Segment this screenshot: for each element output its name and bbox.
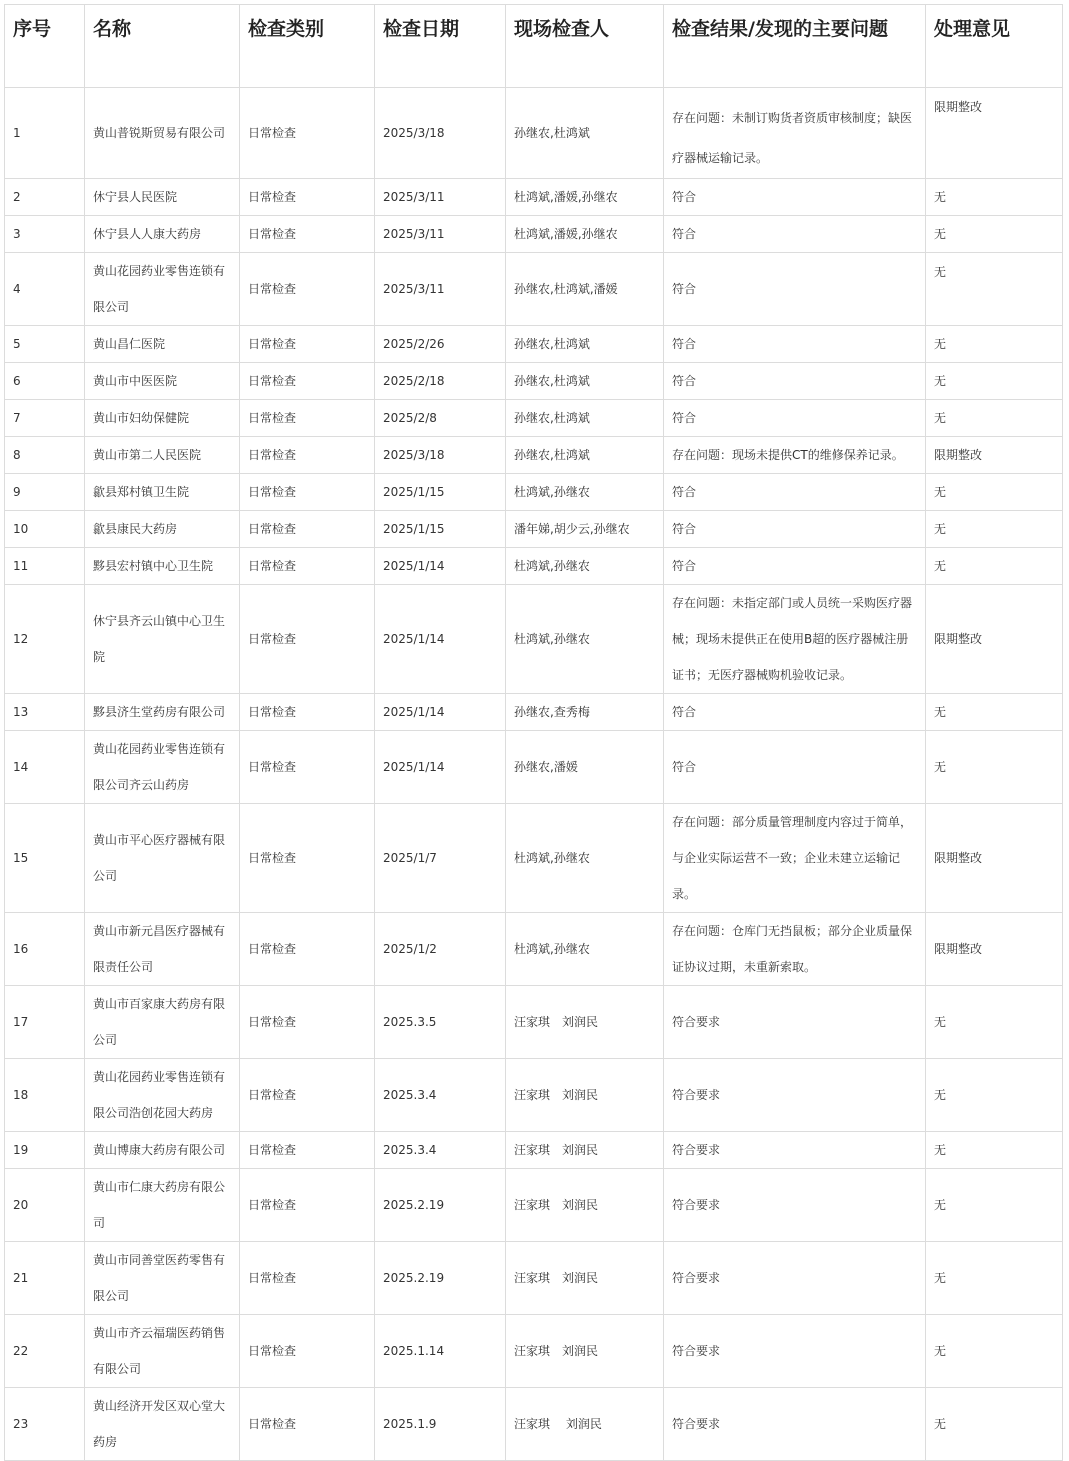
cell-result: 符合要求: [664, 1169, 926, 1242]
cell-name: 休宁县人民医院: [85, 179, 240, 216]
table-row: [5, 400, 1063, 437]
cell-name: 休宁县人人康大药房: [85, 216, 240, 253]
cell-date: 2025.1.9: [375, 1388, 506, 1461]
table-row: [5, 548, 1063, 585]
cell-type: 日常检查: [240, 1242, 375, 1315]
cell-type: 日常检查: [240, 326, 375, 363]
cell-name: 黟县济生堂药房有限公司: [85, 694, 240, 731]
cell-inspectors: 杜鸿斌,孙继农: [506, 548, 664, 585]
cell-name: 黄山市第二人民医院: [85, 437, 240, 474]
table-row: [5, 1242, 1063, 1315]
table-row: [5, 511, 1063, 548]
header-type: 检查类别: [240, 5, 375, 88]
cell-result: 存在问题：现场未提供CT的维修保养记录。: [664, 437, 926, 474]
cell-result: 符合要求: [664, 1132, 926, 1169]
cell-inspectors: 杜鸿斌,潘媛,孙继农: [506, 216, 664, 253]
cell-inspectors: 汪家琪 刘润民: [506, 1388, 664, 1461]
cell-opinion: 无: [926, 731, 1063, 804]
cell-type: 日常检查: [240, 913, 375, 986]
cell-inspectors: 汪家琪 刘润民: [506, 1059, 664, 1132]
table-row: [5, 253, 1063, 326]
cell-opinion: 限期整改: [926, 437, 1063, 474]
cell-type: 日常检查: [240, 1388, 375, 1461]
cell-inspectors: 杜鸿斌,孙继农: [506, 804, 664, 913]
cell-name: 黄山市百家康大药房有限公司: [85, 986, 240, 1059]
cell-opinion: 无: [926, 1315, 1063, 1388]
cell-opinion: 无: [926, 1132, 1063, 1169]
table-row: [5, 1388, 1063, 1461]
cell-result: 存在问题：仓库门无挡鼠板；部分企业质量保证协议过期，未重新索取。: [664, 913, 926, 986]
header-result: 检查结果/发现的主要问题: [664, 5, 926, 88]
cell-opinion: 无: [926, 1242, 1063, 1315]
cell-result: 符合要求: [664, 1242, 926, 1315]
cell-name: 黄山市仁康大药房有限公司: [85, 1169, 240, 1242]
table-row: [5, 1315, 1063, 1388]
cell-seq: 19: [5, 1132, 85, 1169]
cell-opinion: 限期整改: [926, 585, 1063, 694]
cell-seq: 6: [5, 363, 85, 400]
cell-date: 2025/3/18: [375, 88, 506, 179]
cell-type: 日常检查: [240, 363, 375, 400]
cell-inspectors: 杜鸿斌,潘媛,孙继农: [506, 179, 664, 216]
cell-inspectors: 汪家琪 刘润民: [506, 1169, 664, 1242]
cell-seq: 17: [5, 986, 85, 1059]
cell-type: 日常检查: [240, 1132, 375, 1169]
cell-seq: 14: [5, 731, 85, 804]
table-row: [5, 986, 1063, 1059]
cell-seq: 18: [5, 1059, 85, 1132]
cell-seq: 5: [5, 326, 85, 363]
cell-opinion: 无: [926, 1388, 1063, 1461]
cell-result: 符合: [664, 694, 926, 731]
cell-name: 黄山昌仁医院: [85, 326, 240, 363]
cell-date: 2025/2/26: [375, 326, 506, 363]
cell-result: 符合: [664, 326, 926, 363]
cell-seq: 3: [5, 216, 85, 253]
cell-date: 2025.3.4: [375, 1132, 506, 1169]
cell-opinion: 无: [926, 253, 1063, 326]
cell-seq: 20: [5, 1169, 85, 1242]
table-body: [5, 88, 1063, 1461]
cell-type: 日常检查: [240, 400, 375, 437]
cell-seq: 16: [5, 913, 85, 986]
cell-type: 日常检查: [240, 1315, 375, 1388]
cell-seq: 21: [5, 1242, 85, 1315]
cell-name: 黄山市新元昌医疗器械有限责任公司: [85, 913, 240, 986]
cell-type: 日常检查: [240, 253, 375, 326]
cell-opinion: 无: [926, 474, 1063, 511]
table-row: [5, 363, 1063, 400]
cell-result: 符合: [664, 474, 926, 511]
header-date: 检查日期: [375, 5, 506, 88]
cell-seq: 23: [5, 1388, 85, 1461]
cell-date: 2025/2/8: [375, 400, 506, 437]
table-row: [5, 804, 1063, 913]
cell-type: 日常检查: [240, 511, 375, 548]
header-seq: 序号: [5, 5, 85, 88]
cell-name: 黄山花园药业零售连锁有限公司齐云山药房: [85, 731, 240, 804]
cell-result: 符合: [664, 731, 926, 804]
table-row: [5, 179, 1063, 216]
cell-opinion: 无: [926, 363, 1063, 400]
cell-date: 2025/3/11: [375, 179, 506, 216]
table-row: [5, 1132, 1063, 1169]
cell-seq: 12: [5, 585, 85, 694]
cell-result: 符合: [664, 179, 926, 216]
cell-type: 日常检查: [240, 731, 375, 804]
table-row: [5, 585, 1063, 694]
cell-opinion: 限期整改: [926, 804, 1063, 913]
cell-opinion: 限期整改: [926, 913, 1063, 986]
cell-inspectors: 杜鸿斌,孙继农: [506, 585, 664, 694]
cell-seq: 13: [5, 694, 85, 731]
cell-opinion: 无: [926, 400, 1063, 437]
cell-inspectors: 孙继农,杜鸿斌: [506, 88, 664, 179]
cell-name: 黄山市同善堂医药零售有限公司: [85, 1242, 240, 1315]
cell-seq: 7: [5, 400, 85, 437]
cell-name: 歙县康民大药房: [85, 511, 240, 548]
table-row: [5, 913, 1063, 986]
cell-type: 日常检查: [240, 179, 375, 216]
cell-name: 黄山市中医医院: [85, 363, 240, 400]
cell-name: 休宁县齐云山镇中心卫生院: [85, 585, 240, 694]
cell-inspectors: 孙继农,杜鸿斌: [506, 326, 664, 363]
cell-inspectors: 汪家琪 刘润民: [506, 1132, 664, 1169]
table-row: [5, 326, 1063, 363]
cell-inspectors: 杜鸿斌,孙继农: [506, 913, 664, 986]
cell-date: 2025.3.5: [375, 986, 506, 1059]
header-opinion: 处理意见: [926, 5, 1063, 88]
cell-date: 2025/1/14: [375, 585, 506, 694]
table-row: [5, 694, 1063, 731]
cell-result: 符合: [664, 216, 926, 253]
table-row: [5, 88, 1063, 179]
cell-result: 符合要求: [664, 986, 926, 1059]
cell-inspectors: 孙继农,杜鸿斌: [506, 437, 664, 474]
cell-date: 2025/1/15: [375, 474, 506, 511]
cell-result: 符合要求: [664, 1388, 926, 1461]
cell-date: 2025.2.19: [375, 1169, 506, 1242]
cell-seq: 4: [5, 253, 85, 326]
cell-inspectors: 潘年娣,胡少云,孙继农: [506, 511, 664, 548]
cell-date: 2025/3/11: [375, 253, 506, 326]
cell-name: 黄山普锐斯贸易有限公司: [85, 88, 240, 179]
table-row: [5, 474, 1063, 511]
cell-opinion: 无: [926, 1059, 1063, 1132]
cell-type: 日常检查: [240, 986, 375, 1059]
table-row: [5, 731, 1063, 804]
cell-name: 黄山花园药业零售连锁有限公司: [85, 253, 240, 326]
cell-opinion: 无: [926, 1169, 1063, 1242]
cell-result: 符合: [664, 511, 926, 548]
cell-type: 日常检查: [240, 1169, 375, 1242]
inspection-table: [4, 4, 1063, 1461]
cell-result: 符合: [664, 548, 926, 585]
cell-inspectors: 杜鸿斌,孙继农: [506, 474, 664, 511]
cell-opinion: 无: [926, 179, 1063, 216]
cell-inspectors: 汪家琪 刘润民: [506, 1242, 664, 1315]
cell-type: 日常检查: [240, 474, 375, 511]
cell-seq: 8: [5, 437, 85, 474]
cell-name: 黄山博康大药房有限公司: [85, 1132, 240, 1169]
cell-opinion: 无: [926, 694, 1063, 731]
cell-date: 2025/3/18: [375, 437, 506, 474]
cell-name: 黄山经济开发区双心堂大药房: [85, 1388, 240, 1461]
cell-inspectors: 孙继农,查秀梅: [506, 694, 664, 731]
cell-result: 存在问题：未制订购货者资质审核制度；缺医疗器械运输记录。: [664, 88, 926, 179]
cell-seq: 22: [5, 1315, 85, 1388]
cell-opinion: 无: [926, 548, 1063, 585]
table-row: [5, 1169, 1063, 1242]
cell-opinion: 无: [926, 216, 1063, 253]
header-inspectors: 现场检查人: [506, 5, 664, 88]
cell-date: 2025/1/14: [375, 548, 506, 585]
cell-opinion: 限期整改: [926, 88, 1063, 179]
cell-type: 日常检查: [240, 585, 375, 694]
cell-name: 黄山花园药业零售连锁有限公司浩创花园大药房: [85, 1059, 240, 1132]
cell-inspectors: 孙继农,杜鸿斌,潘媛: [506, 253, 664, 326]
cell-result: 符合: [664, 253, 926, 326]
cell-type: 日常检查: [240, 437, 375, 474]
cell-result: 符合要求: [664, 1059, 926, 1132]
cell-name: 歙县郑村镇卫生院: [85, 474, 240, 511]
cell-name: 黟县宏村镇中心卫生院: [85, 548, 240, 585]
cell-inspectors: 孙继农,杜鸿斌: [506, 400, 664, 437]
cell-date: 2025/2/18: [375, 363, 506, 400]
cell-type: 日常检查: [240, 548, 375, 585]
cell-seq: 11: [5, 548, 85, 585]
cell-type: 日常检查: [240, 1059, 375, 1132]
cell-opinion: 无: [926, 986, 1063, 1059]
cell-name: 黄山市齐云福瑞医药销售有限公司: [85, 1315, 240, 1388]
cell-date: 2025.3.4: [375, 1059, 506, 1132]
cell-seq: 15: [5, 804, 85, 913]
cell-date: 2025/1/14: [375, 731, 506, 804]
cell-seq: 10: [5, 511, 85, 548]
table-row: [5, 437, 1063, 474]
table-row: [5, 216, 1063, 253]
cell-type: 日常检查: [240, 216, 375, 253]
header-name: 名称: [85, 5, 240, 88]
cell-date: 2025/1/15: [375, 511, 506, 548]
cell-date: 2025.1.14: [375, 1315, 506, 1388]
cell-result: 符合: [664, 400, 926, 437]
cell-name: 黄山市平心医疗器械有限公司: [85, 804, 240, 913]
cell-inspectors: 孙继农,潘媛: [506, 731, 664, 804]
cell-seq: 2: [5, 179, 85, 216]
cell-opinion: 无: [926, 511, 1063, 548]
cell-date: 2025.2.19: [375, 1242, 506, 1315]
cell-seq: 9: [5, 474, 85, 511]
cell-date: 2025/3/11: [375, 216, 506, 253]
cell-date: 2025/1/7: [375, 804, 506, 913]
cell-inspectors: 汪家琪 刘润民: [506, 986, 664, 1059]
cell-result: 存在问题：未指定部门或人员统一采购医疗器械；现场未提供正在使用B超的医疗器械注册证书；无医疗器械购机验收记录。: [664, 585, 926, 694]
cell-inspectors: 汪家琪 刘润民: [506, 1315, 664, 1388]
cell-type: 日常检查: [240, 804, 375, 913]
cell-type: 日常检查: [240, 694, 375, 731]
cell-date: 2025/1/14: [375, 694, 506, 731]
cell-result: 符合要求: [664, 1315, 926, 1388]
cell-opinion: 无: [926, 326, 1063, 363]
cell-inspectors: 孙继农,杜鸿斌: [506, 363, 664, 400]
cell-result: 存在问题：部分质量管理制度内容过于简单，与企业实际运营不一致；企业未建立运输记录。: [664, 804, 926, 913]
cell-seq: 1: [5, 88, 85, 179]
table-header-row: [5, 5, 1063, 88]
table-row: [5, 1059, 1063, 1132]
cell-type: 日常检查: [240, 88, 375, 179]
cell-name: 黄山市妇幼保健院: [85, 400, 240, 437]
cell-result: 符合: [664, 363, 926, 400]
cell-date: 2025/1/2: [375, 913, 506, 986]
